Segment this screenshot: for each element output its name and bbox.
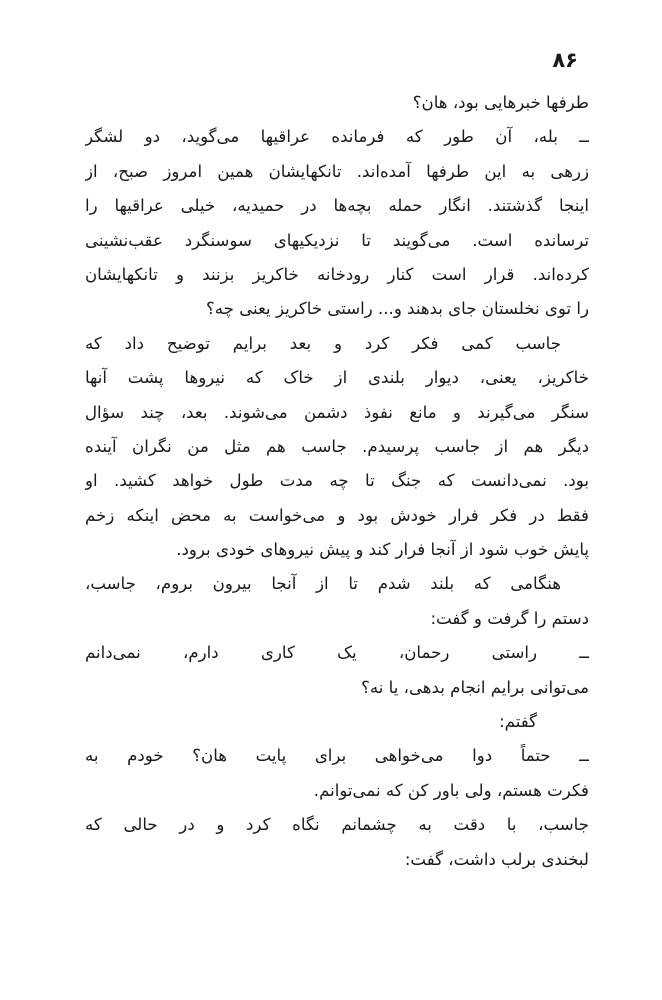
text-line: دستم را گرفت و گفت: xyxy=(430,608,589,628)
text-line: ــ بله، آن طور که فرمانده عراقیها می‌گوید، دو لشگر xyxy=(85,127,589,147)
text-line: سنگر می‌گیرند و مانع نفوذ دشمن می‌شوند. بعد، چند سؤال xyxy=(85,402,589,422)
text-line: بود. نمی‌دانست که جنگ تا چه مدت طول خواهد کشید. او xyxy=(85,471,589,491)
text-line: پایش خوب شود از آنجا فرار کند و پیش نیروهای خودی برود. xyxy=(176,540,589,560)
text-line: فقط در فکر فرار خودش بود و می‌خواست به محض اینکه زخم xyxy=(85,505,589,525)
text-line: ــ راستی رحمان، یک کاری دارم، نمی‌دانم xyxy=(85,643,589,663)
text-line: گفتم: xyxy=(499,712,537,732)
text-line: جاسب کمی فکر کرد و بعد برایم توضیح داد که xyxy=(85,333,561,353)
text-line: ــ حتماً دوا می‌خواهی برای پایت هان؟ خودم به xyxy=(85,746,589,766)
text-line: فکرت هستم، ولی باور کن که نمی‌توانم. xyxy=(313,780,589,800)
text-line: طرفها خبرهایی بود، هان؟ xyxy=(412,93,589,112)
text-line: لبخندی برلب داشت، گفت: xyxy=(404,849,589,869)
text-line: هنگامی که بلند شدم تا از آنجا بیرون بروم، جاسب، xyxy=(85,574,561,594)
text-line: اینجا گذشتند. انگار حمله بچه‌ها در حمیدیه، خیلی عراقیها را xyxy=(85,196,589,216)
page-number: ۸۶ xyxy=(552,48,578,72)
text-line: زرهی به این طرفها آمده‌اند. تانکهایشان همین امروز صبح، از xyxy=(85,161,589,181)
body-text xyxy=(85,86,589,877)
text-line: جاسب، با دقت به چشمانم نگاه کرد و در حالی که xyxy=(85,815,589,835)
text-line: خاکریز، یعنی، دیوار بلندی از خاک که نیروها پشت آنها xyxy=(85,368,589,388)
text-line: می‌توانی برایم انجام بدهی، یا نه؟ xyxy=(361,677,589,697)
text-line: کرده‌اند. قرار است کنار رودخانه خاکریز بزنند و تانکهایشان xyxy=(85,264,589,284)
text-line: ترسانده است. می‌گویند تا نزدیکیهای سوسنگرد عقب‌نشینی xyxy=(85,230,589,250)
text-line: دیگر هم از جاسب پرسیدم. جاسب هم مثل من نگران آینده xyxy=(85,436,589,456)
text-line: را توی نخلستان جای بدهند و... راستی خاکریز یعنی چه؟ xyxy=(205,299,589,319)
